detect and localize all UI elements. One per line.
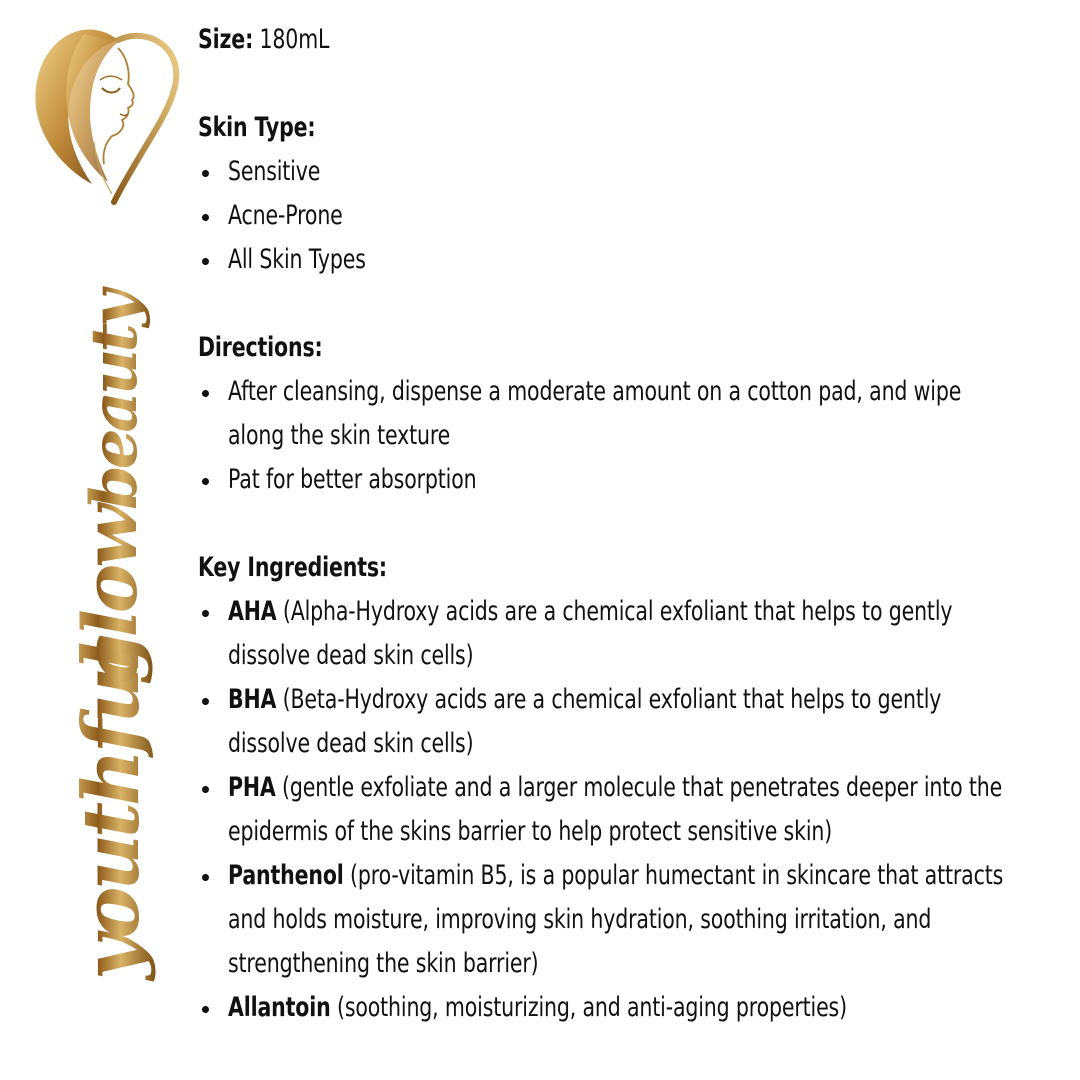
ingredient-desc: (Alpha-Hydroxy acids are a chemical exfoliant that helps to gently dissolve dead skin cells) [228,596,953,671]
brand-word-beauty: beauty [77,293,152,510]
size-line [198,18,844,62]
ingredient-term: PHA [228,772,276,803]
size-value: 180mL [259,24,330,55]
list-item: Sensitive [198,150,1048,194]
ingredient-term: Panthenol [228,860,344,891]
ingredient-term: AHA [228,596,277,627]
ingredient-item [198,854,1048,986]
directions-heading: Directions: [198,332,323,363]
ingredient-item [198,590,1048,678]
ingredient-desc: (Beta-Hydroxy acids are a chemical exfoliant that helps to gently dissolve dead skin cells) [228,684,942,759]
woman-face-heart-logo [22,18,190,214]
directions-list [198,370,1048,502]
brand-script-wordmark [30,270,170,990]
list-item: Acne-Prone [198,194,1048,238]
list-item: All Skin Types [198,238,1048,282]
ingredient-desc: (gentle exfoliate and a larger molecule that penetrates deeper into the epidermis of the skins barrier to help protect sensitive skin) [228,772,1003,847]
ingredient-item [198,986,1048,1030]
brand-word-youthful: youthful [66,645,157,980]
ingredient-desc: (soothing, moisturizing, and anti-aging properties) [336,992,847,1023]
key-ingredients-heading: Key Ingredients: [198,552,388,583]
ingredient-item [198,678,1048,766]
ingredient-desc: (pro-vitamin B5, is a popular humectant in skincare that attracts and holds moisture, improving skin hydration, soothing irritation, and strengthening the skin barrier) [228,860,1004,979]
brand-word-glow: glow [68,508,154,685]
list-item: After cleansing, dispense a moderate amount on a cotton pad, and wipe along the skin texture [198,370,1048,458]
ingredient-term: BHA [228,684,277,715]
skin-type-heading: Skin Type: [198,112,316,143]
ingredient-term: Allantoin [228,992,331,1023]
list-item: Pat for better absorption [198,458,1048,502]
skin-type-list [198,150,1048,282]
ingredients-list [198,590,1048,1030]
ingredient-item [198,766,1048,854]
product-info [198,18,1048,1030]
size-label: Size: [198,24,254,55]
